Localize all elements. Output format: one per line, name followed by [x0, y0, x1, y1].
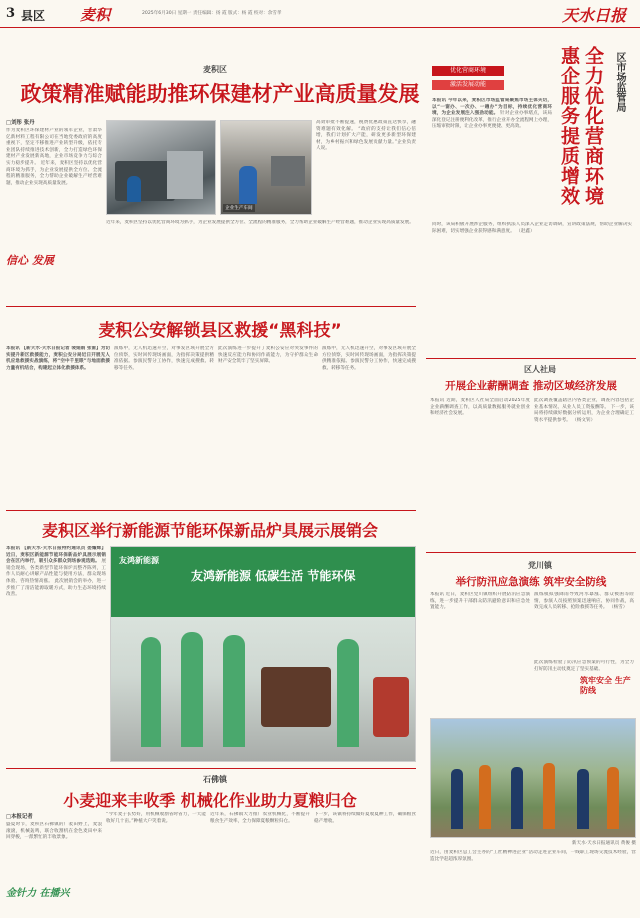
a5-para3: 同时，该局积极开展涉企服务，组织执法人员深入企业走访调研，宣讲政策法规，帮助企业解决实际困难，切实增强企业获得感和满意度。 — [432, 222, 632, 234]
a5-badge-top: 优化营商环境 — [432, 66, 504, 76]
a7-body-col1: 本报讯 近日，麦积区党川镇组织开展防汛应急演练，进一步提升干部群众防汛避险意识和应急处置能力。 — [430, 592, 530, 611]
section-label: 县区 — [21, 9, 46, 23]
a4-headline: 小麦迎来丰收季 机械化作业助力夏粮归仓 — [63, 791, 357, 810]
a2-lead: 本报讯 【新天水·天水日报记者 裴娟娟 张雷】为切实提升新区救援能力，麦积公安分局近日开展无人机应急救援实战演练，将“空中千里眼”与地面救援力量有机结合，构建起立体化救援体系。 — [6, 346, 110, 371]
a7-sign: （杨雪） — [608, 605, 628, 611]
a7-body-col2 — [534, 592, 634, 656]
a3-body-col1 — [6, 546, 106, 762]
a1-slogan: 信心 发展 — [6, 254, 54, 267]
divider-1 — [6, 306, 416, 307]
a4-body-col3: 近年来，石佛镇大力推广农业机械化，不断提升粮食生产效率，全力保障夏粮颗粒归仓。 — [210, 812, 310, 824]
a5-vtitle-2: 惠企服务提质增效 — [558, 46, 580, 206]
a6-para3: 下一步，该局将持续做好数据分析运用，为企业合理确定工资水平提供参考。 — [534, 404, 634, 423]
footer-note: 近日，由麦积区总工会主办的“工匠精神进企业”活动走进企业车间，一线职工现场交流技术经验，营造比学赶超浓厚氛围。 — [430, 850, 636, 862]
a2-body-col2: 演练中，无人机迅速升空，对事发区域开展全方位侦察，实时回传现场画面，为指挥决策提供精准依据。参演民警分工协作，快速完成搜救、转移等任务。 — [114, 346, 214, 371]
newspaper-logo: 天水日报 — [562, 6, 627, 25]
a1-para4: 高效审批不断提速，税费优惠政策直达快享，融资难题有效化解。 — [316, 120, 416, 132]
a1-para1: 作为麦积区环保建材产业的领军企业，甘肃华亿新材料工程有限公司在当地党委政府的高度重视下，坚定不移推进产业转型升级，依托专业团队持续推进技术创新，全力打造绿色环保建材产业发展新高地，企业市场竞争力与综合实力稳步提升。 — [6, 128, 102, 166]
a1-headline: 政策精准赋能助推环保建材产业高质量发展 — [20, 82, 420, 106]
a4-body-col2: “今年麦子长势好，用机械收割省时省力，一天能收好几十亩。”种植大户笑着说。 — [106, 812, 206, 824]
a2-body-col3: 此次演练进一步提升了麦积公安应对突发事件的快速反应能力和协同作战能力，为守护群众生命财产安全筑牢了坚实屏障。 — [218, 346, 318, 365]
a1-photo-factory — [106, 120, 216, 215]
a4-byline: □本报记者 — [6, 814, 33, 820]
a7-para2: 演练模拟强降雨导致河水暴涨、群众被困等险情，参演人员按照预案迅速响应、协同作战，高效完成人员转移、抢险救援等任务。 — [534, 592, 634, 611]
a1-kicker: 麦积区 — [203, 64, 227, 74]
a1-byline: □刘彤 张丹 — [6, 120, 35, 126]
divider-r1 — [426, 358, 636, 359]
a1-para2: 近年来，麦积区坚持以优化营商环境为抓手，为企业发展提供全方位、全流程的精准服务，全力帮助企业破解生产经营难题，推动企业实现高质量发展。 — [6, 160, 102, 186]
a1-photo-caption: 企业生产车间 — [225, 206, 253, 211]
a5-body-lower — [432, 222, 632, 346]
edition-meta: 2025年6月30日 星期一 责任编辑：扬 霞 版式：杨 霞 校对：余雪孝 — [142, 11, 282, 16]
column-title: 麦积 — [80, 6, 111, 24]
a5-vtitle-1: 全力优化营商环境 — [582, 46, 604, 206]
a3-para1: 展销会现场，各类新型节能环保炉具整齐陈列，工作人员耐心讲解产品性能与使用方法，群众现场体验、咨询热情高涨。 — [6, 559, 106, 584]
a3-lead: 本报讯 【新天水·天水日报特约通讯员 娄耀辉】近日，麦积区新能源节能环保新品炉具展示展销会在区内举行，吸引众多群众到场参观选购。 — [6, 546, 106, 565]
page-number: 3 — [6, 6, 16, 21]
a7-photo-drill — [430, 718, 636, 838]
divider-2 — [6, 510, 416, 511]
a1-body-lower — [106, 220, 416, 280]
a5-badge-bottom: 激活发展动能 — [432, 80, 504, 90]
divider-3 — [6, 768, 416, 769]
a7-headline: 举行防汛应急演练 筑牢安全防线 — [455, 576, 607, 588]
divider-r2 — [426, 552, 636, 553]
a3-photo-expo — [110, 546, 416, 762]
a6-headline: 开展企业薪酬调查 推动区域经济发展 — [445, 380, 617, 392]
a4-body-col4: 下一步，该镇将持续做好夏收夏种工作，确保粮食稳产增收。 — [314, 812, 416, 824]
a4-kicker: 石佛镇 — [203, 774, 227, 784]
a2-body-col1 — [6, 346, 110, 506]
a7-body-col3: 此次演练检验了防汛应急预案的可行性，为全力打好防汛主动仗奠定了坚实基础。 — [534, 660, 634, 672]
a1-para2-repeat: 近年来，麦积区坚持以优化营商环境为抓手，为企业发展提供全方位、全流程的精准服务，全力帮助企业破解生产经营难题，推动企业实现高质量发展。 — [106, 220, 414, 225]
a5-para2: 针对企业办事堵点，该局深化登记注册便利化改革，推行企业开办全流程网上办理，压缩审批时限，让企业办事更便捷、更高效。 — [432, 111, 552, 130]
a2-headline: 麦积公安解锁县区救援“黑科技” — [98, 321, 342, 341]
a1-photo-workshop — [220, 120, 312, 215]
a3-headline: 麦积区举行新能源节能环保新品炉具展示展销会 — [41, 521, 378, 540]
a5-body-col1 — [432, 98, 552, 218]
a7-photo-caption: 新天水·天水日报通讯员 黄俊 摄 — [571, 841, 636, 846]
a3-para2: 此次展销会的举办，进一步推广了清洁能源取暖方式，助力生态环境持续改善。 — [6, 578, 106, 598]
a5-sign: （赵鑫） — [516, 228, 535, 234]
a4-body-col1: 盛夏时节，麦积区石佛镇的广袤田野上，麦浪滚滚，机械轰鸣，联合收割机在金色麦田中来回穿梭，一派繁忙的丰收景象。 — [6, 822, 102, 841]
a6-body-col1: 本报讯 近期，麦积区人社局全面启动2025年度企业薪酬调查工作，以高质量数据服务就业创业和经济社会发展。 — [430, 398, 530, 417]
a7-kicker: 党川镇 — [528, 560, 552, 570]
a6-body-col2 — [534, 398, 634, 548]
a3-photo-banner: 友鸿新能源 低碳生活 节能环保 — [191, 569, 356, 583]
a5-kicker: 区市场监管局 — [614, 52, 625, 112]
a4-slogan-art: 金针力 在播兴 — [6, 888, 70, 899]
a1-para3: “政府的支持让我们信心倍增，我们计划扩大产能，研发更多新型环保建材，为乡村振兴和绿色发展贡献力量。”企业负责人说。 — [316, 126, 416, 152]
a5-lead: 本报讯 今年以来，麦积区市场监管局聚焦市场主体关切，以“一窗办、一次办、一趟办”为目标，持续优化营商环境，为企业发展注入强劲动能。 — [432, 98, 552, 117]
a2-body-col4: 演练中，无人机迅速升空，对事发区域开展全方位侦察，实时回传现场画面，为指挥决策提供精准依据。参演民警分工协作，快速完成搜救、转移等任务。 — [322, 346, 416, 371]
a6-sign: （杨文钊） — [572, 417, 596, 423]
a6-kicker: 区人社局 — [524, 364, 556, 374]
a1-body-col1 — [6, 128, 102, 248]
a7-slogan: 筑牢安全 生产防线 — [580, 676, 631, 695]
a3-photo-logo: 友鸿新能源 — [119, 556, 159, 565]
a6-para2: 此次调查覆盖辖区内各类企业，调查内容包括企业基本情况、从业人员工资报酬等。 — [534, 398, 634, 410]
